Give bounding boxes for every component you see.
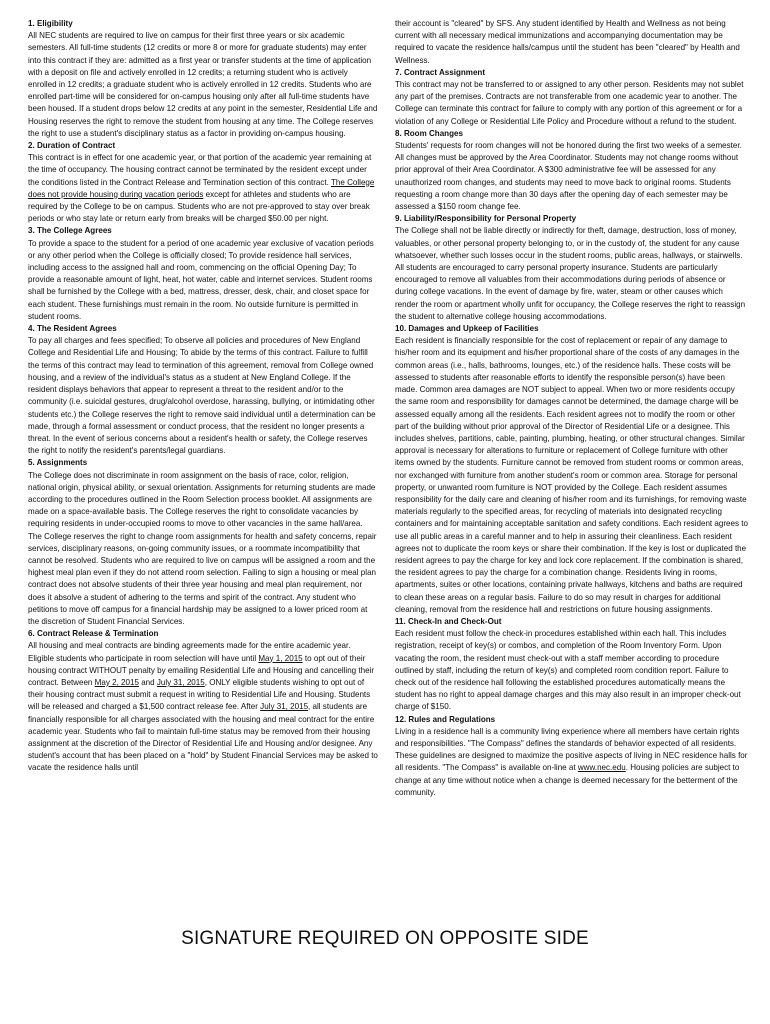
section-body: Each resident is financially responsible for the cost of replacement or repair of any damage to his/her room and its equipment and his/her proportional share of the costs of any damages in the common areas (i.e., halls, bathrooms, lounges, etc.) of the residence halls. These costs will be assessed to students after reasonable efforts to identify the responsible person(s) have been made. Common area damages are NOT subject to appeal. When two or more residents occupy the same room and responsibility for damages cannot be determined, the damage charge will be assessed equally among all the residents. Each resident agrees not to modify the room or other part of the building without prior approval of the Director of Residential Life or a designee. This includes shelves, partitions, cable, painting, plumbing, heating, or other structural changes. Similar approval is necessary for alterations to furniture or replacement of College furniture with other items owned by the students. Furniture cannot be removed from student rooms or common areas, nor exchanged with furniture from another student's room or common area. Storage for personal property, or unwanted room furniture is NOT provided by the College. Each resident assumes responsibility for the daily care and cleaning of his/her room and its furnishings, for removing waste materials regularly to the specified areas, for recycling of materials into designated recycling containers and for maintaining acceptable sanitation and safety conditions. Each resident agrees to use all public areas in a careful manner and to help in assuring their cleanliness. Each resident agrees not to duplicate the room keys or share their combination. If the key is lost or duplicated the resident agrees to pay the charge for key and lock core replacement. If the combination is shared, the resident agrees to pay the charge for a combination change. Residents living in rooms, apartments, suites or other locations, containing private hallways, kitchens and baths are required to clean these areas on a regular basis. Failure to do so may result in charges for additional cleaning, removal from the residence hall and restrictions on future housing assignments. [395,336,748,614]
underlined-date: July 31, 2015 [260,702,309,712]
section-heading: 9. Liability/Responsibility for Personal Property [395,214,577,224]
section-heading: 12. Rules and Regulations [395,714,496,724]
right-column [395,18,748,799]
text-run: . Housing policies are subject to change at any time without notice when a change is deemed necessary for the betterment of the community. [395,763,740,797]
underlined-date: May 1, 2015 [258,653,303,663]
section-contract-release [28,628,378,774]
underlined-text: The College does not provide housing during vacation periods [28,177,375,199]
text-run: except for athletes and students who are required by the College to be on campus. Students who are not pre-approved to stay over break periods or who stay late or return early from breaks will be charged $50.00 per night. [28,189,370,224]
text-run: to opt out of their housing contract WITHOUT penalty by emailing Residential Life and Housing and cancelling their contract. Between [28,653,375,687]
section-body: All NEC students are required to live on campus for their first three years or six academic semesters. All full-time students (12 credits or more 8 or more for graduate students) may enter into this contract if they are: admitted as a first year or transfer students at the time of application with a deposit on file and actively enrolled in 12 credits; a returning student who is actively enrolled in 12 credits; a graduate student who is actively enrolled in 12 credits. Students who are enrolled part-time will be considered for on-campus housing only after all full-time students have been housed. If a student drops below 12 credits at any point in the semester, Residential Life and Housing reserves the right to remove the student from housing at any time. The College reserves the right to use a student's disciplinary status as a factor in providing on-campus housing. [28,31,378,138]
section-heading: 2. Duration of Contract [28,141,116,151]
section-body: their account is "cleared" by SFS. Any student identified by Health and Wellness as not being current with all necessary medical immunizations and accompanying documentation may be required to vacate the residence halls/campus until the student has been "cleared" by Health and Wellness. [395,19,740,65]
underlined-date: July 31, 2015 [156,677,205,687]
text-run: and [138,677,157,687]
text-run: , all students are financially responsible for all charges associated with the housing and meal contract for the entire academic year. Students who fail to maintain full-time status may be removed from their housing assignment at the discretion of the Director of Residential Life and Housing and/or designee. Any student's account that has been placed on a "hold" by Student Financial Services may be asked to vacate the residence halls until [28,702,378,773]
section-heading: 3. The College Agrees [28,226,112,236]
section-check-in-out [395,616,748,714]
section-continuation [395,18,748,67]
section-body: The College shall not be liable directly or indirectly for theft, damage, destruction, loss of money, valuables, or other personal property belonging to, or in the custody of, the student for any cause whatsoever, whether such losses occur in the student rooms, public areas, hallways, or stairwells. All students are encouraged to carry personal property insurance. Students are particularly encouraged to remove all valuables from their accommodations during periods of absence or during college vacations. In the event of damage by fire, water, steam or other causes which render the room or apartment wholly unfit for occupancy, the College reserves the right to reassign the student to alternative college housing accommodations. [395,226,746,321]
section-heading: 11. Check-In and Check-Out [395,616,502,626]
section-resident-agrees [28,323,378,457]
section-body: This contract may not be transferred to or assigned to any other person. Residents may not sublet any part of the premises. Contracts are not transferable from one academic year to another. The College can terminate this contract for failure to comply with any portion of this agreement or for a violation of any College or Residential Life Policy and Procedure without a refund to the student. [395,80,744,126]
section-body: The College does not discriminate in room assignment on the basis of race, color, religion, national origin, physical ability, or sexual orientation. Assignments for returning students are made according to the procedures outlined in the Room Selection process booklet. All assignments are made on a space-available basis. The College reserves the right to consolidate vacancies by requiring residents in under-occupied rooms to move to other vacancies in the same hall/area. The College reserves the right to change room assignments for health and safety concerns, repair services, disciplinary reasons, on-going community issues, or a roommate incompatibility that cannot be resolved. Students who are required to live on campus will be assigned a room and the highest meal plan even if they do not attend room selection. Failing to sign a housing or meal plan contract does not absolve students of their three year housing and meal plan requirement, nor does it absolve a student of adhering to the terms and spirit of the contract. Any student who petitions to move off campus for a financial hardship may be assigned to a lower priced room at the discretion of Student Financial Services. [28,470,377,626]
underlined-date: May 2, 2015 [94,677,139,687]
section-body [395,726,748,799]
section-duration [28,140,378,225]
section-assignments [28,457,378,628]
section-body: To pay all charges and fees specified; To observe all policies and procedures of New England College and Residential Life and Housing; To abide by the terms of this contract. Failure to fulfill the terms of this contract may lead to termination of this agreement, removal from College owned housing, and a review of the individual's status as a student at New England College. If the resident displays behaviors that appear to represent a threat to the resident and/or to the community (i.e. suicidal gestures, drug/alcohol overdose, harassing, bullying, or intimidating other students etc.) the College reserves the right to remove said individual until a determination can be made, through a formal assessment or conduct process, that the resident no longer presents a threat. In the event of serious concerns about a resident's health or safety, the College reserves the right to notify the resident's parents/legal guardians. [28,336,376,456]
section-heading: 1. Eligibility [28,19,73,28]
section-heading: 10. Damages and Upkeep of Facilities [395,324,539,334]
left-column [28,18,378,775]
text-run: Living in a residence hall is a community living experience where all members have certain rights and responsibilities. "The Compass" defines the standards of behavior expected of all residents. These guidelines are designed to maximize the positive aspects of living in NEC residence halls for all residents. "The Compass" is available on-line at [395,726,748,773]
section-liability [395,213,748,323]
section-heading: 7. Contract Assignment [395,67,486,77]
section-body: Students' requests for room changes will not be honored during the first two weeks of a semester. All changes must be approved by the Area Coordinator. Students may not change rooms without prior approval of their Area Coordinator. A $300 administrative fee will be assessed for any unauthorized room changes, and students may need to move back to original rooms. Students requesting a room change more than 30 days after the opening day of each semester may be assessed a $150 room change fee. [395,141,742,212]
section-heading: 4. The Resident Agrees [28,324,117,334]
section-contract-assignment [395,67,748,128]
section-heading: 5. Assignments [28,458,88,468]
text-run: All housing and meal contracts are binding agreements made for the entire academic year. Eligible students who participate in room selection will have until [28,641,351,663]
section-rules [395,714,748,799]
section-heading: 6. Contract Release & Termination [28,629,159,639]
website-link[interactable]: www.nec.edu [577,763,626,773]
section-room-changes [395,128,748,213]
signature-notice: SIGNATURE REQUIRED ON OPPOSITE SIDE [181,928,589,949]
section-body: Each resident must follow the check-in procedures established within each hall. This includes registration, receipt of key(s) or combos, and completion of the Room Inventory Form. Upon vacating the room, the resident must check-out with a staff member according to procedure outlined by staff, including the return of key(s) and completed room condition report. Failure to check out of the residence hall following the established procedures automatically means the student has no right to appeal damage charges and this may also result in an improper check-out charge of $150. [395,629,741,712]
section-body [28,640,378,774]
section-eligibility [28,18,378,140]
section-body: To provide a space to the student for a period of one academic year exclusive of vacation periods or any other period when the College is officially closed; To provide residence hall services, including access to the assigned hall and room, commencing on the official Opening Day; To provide a reasonable amount of light, heat, hot water, cable and internet services. Student rooms shall be furnished by the College with a bed, mattress, dresser, desk, chair, and closet space for each student. These furnishings must remain in the room. No outside furniture is permitted in student rooms. [28,238,374,321]
section-body [28,152,378,225]
section-damages [395,323,748,616]
section-college-agrees [28,225,378,323]
text-run: This contract is in effect for one academic year, or that portion of the academic year remaining at the time of occupancy. The housing contract cannot be terminated by the resident except under the conditions listed in the Contract Release and Termination section of this contract. [28,153,372,187]
section-heading: 8. Room Changes [395,128,463,138]
text-run: , ONLY eligible students wishing to opt out of their housing contract must submit a request in writing to Residential Life and Housing. Students will be released and charged a $1,500 contract release fee. After [28,677,371,712]
